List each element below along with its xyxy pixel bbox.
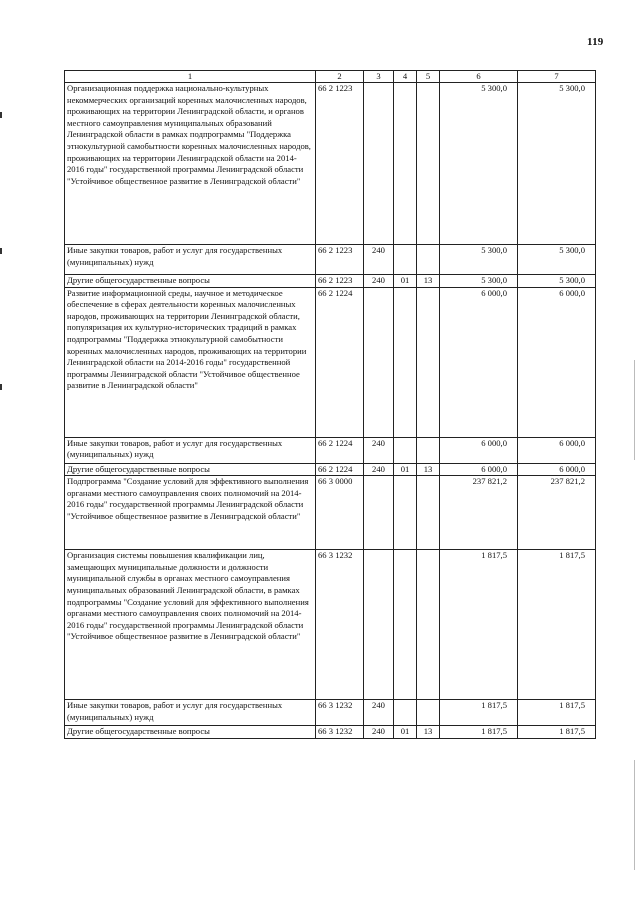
section: [394, 476, 417, 550]
expense-type: 240: [364, 700, 394, 726]
column-header: 3: [364, 71, 394, 83]
column-header: 1: [65, 71, 316, 83]
subsection: [417, 83, 440, 245]
expense-type: 240: [364, 245, 394, 275]
column-header: 7: [518, 71, 596, 83]
column-header: 2: [316, 71, 364, 83]
column-header: 5: [417, 71, 440, 83]
table-row: [65, 83, 596, 245]
page-number: 119: [587, 36, 604, 48]
amount-col7: 5 300,0: [518, 83, 596, 245]
amount-col7: 6 000,0: [518, 437, 596, 463]
table-row: [65, 700, 596, 726]
amount-col7: 1 817,5: [518, 726, 596, 739]
expense-type: [364, 83, 394, 245]
scan-edge-shadow: [634, 760, 635, 870]
amount-col6: 6 000,0: [440, 463, 518, 476]
table-row: [65, 287, 596, 437]
subsection: [417, 437, 440, 463]
expense-type: 240: [364, 726, 394, 739]
budget-table: [64, 70, 596, 739]
table-row: [65, 476, 596, 550]
expense-type: [364, 550, 394, 700]
section: [394, 550, 417, 700]
row-name: Другие общегосударственные вопросы: [65, 726, 316, 739]
target-code: 66 2 1223: [316, 83, 364, 245]
target-code: 66 3 1232: [316, 550, 364, 700]
subsection: [417, 476, 440, 550]
section: [394, 83, 417, 245]
amount-col7: 5 300,0: [518, 245, 596, 275]
row-name: Другие общегосударственные вопросы: [65, 463, 316, 476]
subsection: 13: [417, 463, 440, 476]
target-code: 66 3 1232: [316, 700, 364, 726]
target-code: 66 2 1224: [316, 287, 364, 437]
row-name: Развитие информационной среды, научное и методическое обеспечение в сферах деятельности коренных малочисленных народов, проживающих на территории Ленинградской области, популяризация их культурно-исторических традиций в рамках подпрограммы "Поддержка этнокультурной самобытности коренных малочисленных народов, проживающих на территории Ленинградской области на 2014-2016 годы" государственной программы Ленинградской области "Устойчивое общественное развитие в Ленинградской области": [65, 287, 316, 437]
expense-type: 240: [364, 437, 394, 463]
row-name: Подпрограмма "Создание условий для эффективного выполнения органами местного самоуправления своих полномочий на 2014-2016 годы" государственной программы Ленинградской области "Устойчивое общественное развитие в Ленинградской области": [65, 476, 316, 550]
amount-col6: 1 817,5: [440, 700, 518, 726]
section: [394, 287, 417, 437]
row-name: Организация системы повышения квалификации лиц, замещающих муниципальные должности и должности муниципальной службы в органах местного самоуправления муниципальных образований Ленинградской области, в рамках подпрограммы "Создание условий для эффективного выполнения органами местного самоуправления своих полномочий на 2014-2016 годы" государственной программы Ленинградской области "Устойчивое общественное развитие в Ленинградской области": [65, 550, 316, 700]
row-name: Иные закупки товаров, работ и услуг для государственных (муниципальных) нужд: [65, 700, 316, 726]
amount-col6: 6 000,0: [440, 437, 518, 463]
target-code: 66 2 1223: [316, 245, 364, 275]
amount-col6: 5 300,0: [440, 275, 518, 288]
subsection: [417, 700, 440, 726]
amount-col7: 1 817,5: [518, 550, 596, 700]
table-row: [65, 245, 596, 275]
target-code: 66 2 1224: [316, 437, 364, 463]
expense-type: [364, 287, 394, 437]
expense-type: 240: [364, 463, 394, 476]
expense-type: [364, 476, 394, 550]
amount-col7: 5 300,0: [518, 275, 596, 288]
scan-artifact: [0, 248, 2, 254]
table-row: [65, 726, 596, 739]
column-header: 6: [440, 71, 518, 83]
section: 01: [394, 463, 417, 476]
column-header: 4: [394, 71, 417, 83]
scan-edge-shadow: [634, 360, 635, 460]
table-row: [65, 437, 596, 463]
table-row: [65, 275, 596, 288]
amount-col7: 6 000,0: [518, 287, 596, 437]
section: 01: [394, 275, 417, 288]
amount-col7: 6 000,0: [518, 463, 596, 476]
table-row: [65, 550, 596, 700]
target-code: 66 3 1232: [316, 726, 364, 739]
subsection: [417, 287, 440, 437]
subsection: 13: [417, 275, 440, 288]
header-row: [65, 71, 596, 83]
expense-type: 240: [364, 275, 394, 288]
amount-col6: 237 821,2: [440, 476, 518, 550]
section: 01: [394, 726, 417, 739]
table-body: [65, 71, 596, 739]
amount-col7: 237 821,2: [518, 476, 596, 550]
table-row: [65, 463, 596, 476]
amount-col6: 1 817,5: [440, 550, 518, 700]
amount-col6: 6 000,0: [440, 287, 518, 437]
row-name: Организационная поддержка национально-культурных некоммерческих организаций коренных малочисленных народов, проживающих на территории Ленинградской области, и органов местного самоуправления муниципальных образований Ленинградской области в рамках подпрограммы "Поддержка этнокультурной самобытности коренных малочисленных народов, проживающих на территории Ленинградской области на 2014-2016 годы" государственной программы Ленинградской области "Устойчивое общественное развитие в Ленинградской области": [65, 83, 316, 245]
subsection: [417, 245, 440, 275]
row-name: Иные закупки товаров, работ и услуг для государственных (муниципальных) нужд: [65, 245, 316, 275]
section: [394, 700, 417, 726]
subsection: 13: [417, 726, 440, 739]
row-name: Другие общегосударственные вопросы: [65, 275, 316, 288]
target-code: 66 3 0000: [316, 476, 364, 550]
amount-col6: 5 300,0: [440, 83, 518, 245]
target-code: 66 2 1223: [316, 275, 364, 288]
scan-artifact: [0, 112, 2, 118]
subsection: [417, 550, 440, 700]
section: [394, 245, 417, 275]
row-name: Иные закупки товаров, работ и услуг для государственных (муниципальных) нужд: [65, 437, 316, 463]
amount-col7: 1 817,5: [518, 700, 596, 726]
amount-col6: 5 300,0: [440, 245, 518, 275]
scan-artifact: [0, 384, 2, 390]
target-code: 66 2 1224: [316, 463, 364, 476]
section: [394, 437, 417, 463]
amount-col6: 1 817,5: [440, 726, 518, 739]
